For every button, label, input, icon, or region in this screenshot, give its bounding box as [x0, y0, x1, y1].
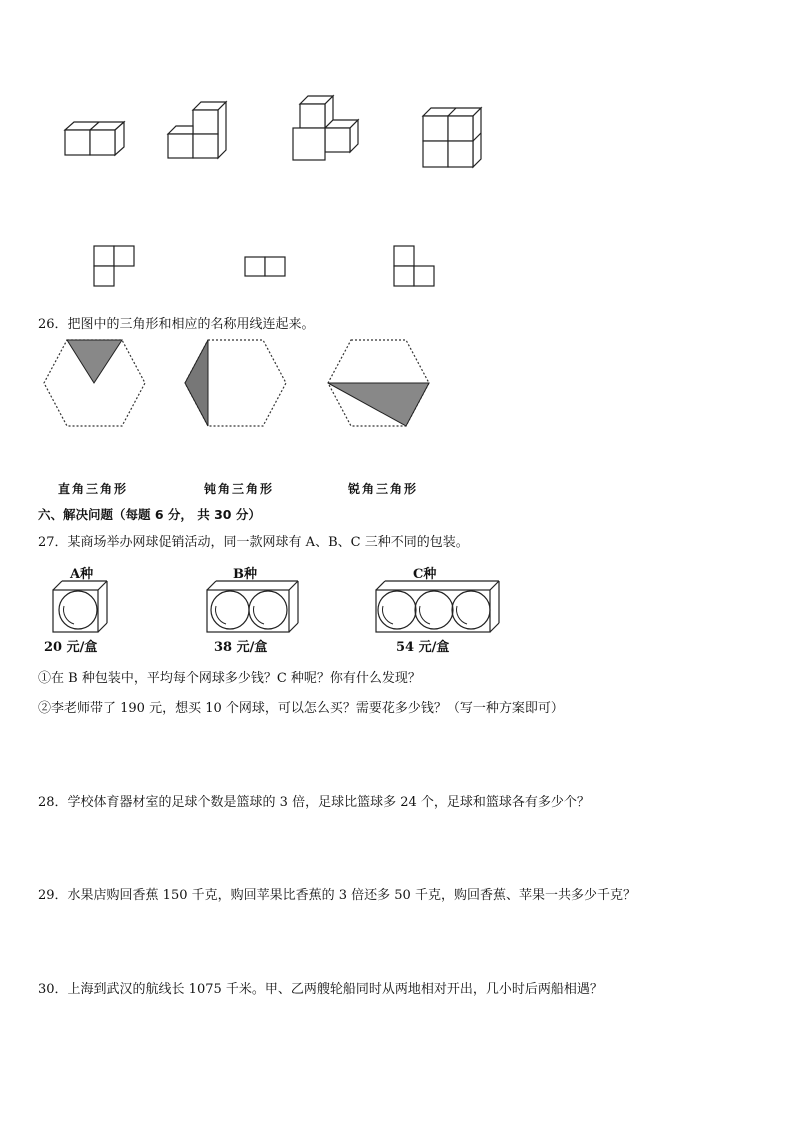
section-title: 六、解决问题（每题 6 分， 共 30 分）	[38, 507, 261, 522]
label-obtuse-triangle: 钝角三角形	[204, 482, 275, 496]
hexagon-figure-3	[326, 338, 431, 428]
package-c-price: 54 元/盒	[396, 640, 450, 655]
cube-figure-3	[290, 92, 365, 167]
view-shape-2	[244, 256, 289, 281]
cube-figure-4	[418, 102, 488, 172]
question-27-sub1: ①在 B 种包装中，平均每个网球多少钱？C 种呢？你有什么发现？	[38, 671, 421, 686]
package-c-name: C种	[413, 567, 437, 582]
question-29-text: 29．水果店购回香蕉 150 千克，购回苹果比香蕉的 3 倍还多 50 千克，购回香蕉、苹果一共多少千克？	[38, 888, 636, 903]
view-shape-3	[393, 245, 438, 290]
label-acute-triangle: 锐角三角形	[348, 482, 419, 496]
cube-figure-1	[60, 110, 130, 160]
hexagon-figure-2	[183, 338, 288, 428]
label-right-triangle: 直角三角形	[58, 482, 129, 496]
question-26-text: 26．把图中的三角形和相应的名称用线连起来。	[38, 317, 315, 332]
package-c-box	[372, 578, 502, 636]
cube-figure-2	[163, 98, 233, 163]
package-b-price: 38 元/盒	[214, 640, 268, 655]
view-shape-1	[93, 245, 138, 290]
hexagon-figure-1	[42, 338, 147, 428]
package-a-price: 20 元/盒	[44, 640, 98, 655]
question-27-sub2: ②李老师带了 190 元，想买 10 个网球，可以怎么买？需要花多少钱？（写一种方案即可）	[38, 701, 564, 716]
question-30-text: 30．上海到武汉的航线长 1075 千米。甲、乙两艘轮船同时从两地相对开出，几小时后两船相遇？	[38, 982, 603, 997]
question-28-text: 28．学校体育器材室的足球个数是篮球的 3 倍，足球比篮球多 24 个，足球和篮球各有多少个？	[38, 795, 590, 810]
package-a-box	[48, 578, 113, 636]
package-b-name: B种	[233, 567, 257, 582]
package-a-name: A种	[70, 567, 94, 582]
package-b-box	[203, 578, 303, 636]
question-27-text: 27．某商场举办网球促销活动，同一款网球有 A、B、C 三种不同的包装。	[38, 535, 469, 550]
